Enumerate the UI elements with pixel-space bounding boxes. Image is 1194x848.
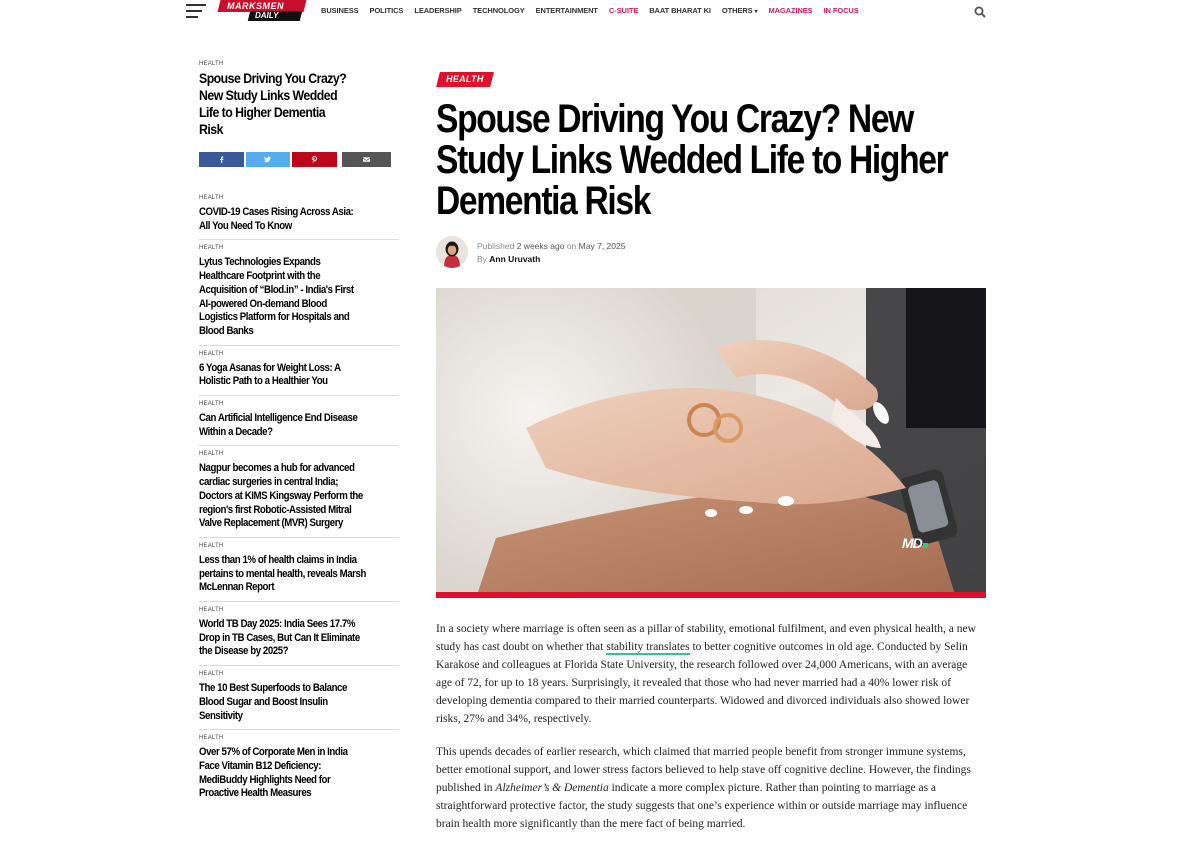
watermark-logo: MD xyxy=(902,535,928,551)
paragraph: In a society where marriage is often seen as a pillar of stability, emotional fulfilment, and even physical health, a new study has cast doubt on whether that stability translates to better cognitive outcomes in old age. Conducted by Selin Karakose and colleagues at Florida State University, the research followed over 24,000 Americans, with an average age of 72, for up to 18 years. Surprisingly, it revealed that those who had never married had a 40% lower risk of developing dementia compared to their married counterparts. Widowed and divorced individuals also showed lower risks, 27% and 34%, respectively. xyxy=(436,623,976,726)
logo-text-bottom: DAILY xyxy=(255,11,279,20)
twitter-share-button[interactable] xyxy=(246,152,291,167)
category-badge[interactable] xyxy=(436,72,493,87)
sidebar-list-item[interactable] xyxy=(199,538,399,602)
category-label: HEALTH xyxy=(199,401,224,408)
nav-technology[interactable]: TECHNOLOGY xyxy=(472,6,525,15)
sidebar-item-title[interactable]: Less than 1% of health claims in India pertains to mental health, reveals Marsh McLennan Report xyxy=(199,553,366,594)
journal-name: Alzheimer’s & Dementia xyxy=(495,781,609,794)
category-label: HEALTH xyxy=(199,195,224,201)
pinterest-share-button[interactable] xyxy=(292,152,337,167)
publish-date: May 7, 2025 xyxy=(578,241,626,251)
sidebar-list xyxy=(199,195,399,807)
nav-entertainment[interactable]: ENTERTAINMENT xyxy=(535,6,598,15)
category-badge-label: HEALTH xyxy=(446,74,484,84)
sidebar xyxy=(199,61,399,807)
sidebar-list-item[interactable] xyxy=(199,346,399,396)
publish-info: Published 2 weeks ago on May 7, 2025 xyxy=(477,241,626,251)
sidebar-list-item[interactable] xyxy=(199,240,399,345)
search-icon[interactable] xyxy=(974,6,986,18)
article-body xyxy=(436,620,986,833)
category-label: HEALTH xyxy=(199,350,224,357)
category-label: HEALTH xyxy=(199,735,224,742)
nav-magazines[interactable]: MAGAZINES xyxy=(768,6,813,15)
sidebar-item-title[interactable]: Lytus Technologies Expands Healthcare Footprint with the Acquisition of “Blod.in” - India's First AI-powered On-demand Blood Logistics Platform for Hospitals and Blood Banks xyxy=(199,256,354,337)
author-line: By Ann Uruvath xyxy=(477,254,541,264)
sidebar-list-item[interactable] xyxy=(199,666,399,730)
author-avatar[interactable] xyxy=(436,236,468,268)
chevron-down-icon: ▾ xyxy=(754,9,758,15)
category-label: HEALTH xyxy=(199,542,224,549)
nav-leadership[interactable]: LEADERSHIP xyxy=(414,6,462,15)
nav-business[interactable]: BUSINESS xyxy=(321,6,359,15)
nav-others-label: OTHERS xyxy=(721,6,753,15)
sidebar-list-item[interactable] xyxy=(199,195,399,240)
nav-baat-bharat-ki[interactable]: BAAT BHARAT KI xyxy=(649,6,711,15)
published-ago: 2 weeks ago xyxy=(516,241,565,251)
twitter-icon xyxy=(264,156,271,163)
menu-icon[interactable] xyxy=(186,4,206,20)
sidebar-item-title[interactable]: 6 Yoga Asanas for Weight Loss: A Holistic Path to a Healthier You xyxy=(199,361,341,388)
sidebar-list-item[interactable] xyxy=(199,446,399,538)
sidebar-item-title[interactable]: COVID-19 Cases Rising Across Asia: All You Need To Know xyxy=(199,206,354,232)
sidebar-item-title[interactable]: Can Artificial Intelligence End Disease Within a Decade? xyxy=(199,412,358,438)
nav-in-focus[interactable]: IN FOCUS xyxy=(823,6,859,15)
email-share-button[interactable] xyxy=(342,152,391,167)
facebook-icon xyxy=(218,156,225,163)
article-headline: Spouse Driving You Crazy? New Study Links Wedded Life to Higher Dementia Risk xyxy=(436,97,948,223)
logo-text-top: MARKSMEN xyxy=(227,1,284,11)
facebook-share-button[interactable] xyxy=(199,152,244,167)
site-logo[interactable] xyxy=(219,0,305,22)
category-label: HEALTH xyxy=(199,607,224,614)
category-label: HEALTH xyxy=(199,671,224,678)
byline xyxy=(436,236,986,268)
category-label: HEALTH xyxy=(199,451,224,458)
sidebar-featured-title[interactable]: Spouse Driving You Crazy? New Study Links Wedded Life to Higher Dementia Risk xyxy=(199,70,347,137)
envelope-icon xyxy=(363,156,370,163)
top-navigation xyxy=(0,0,1194,24)
author-link[interactable]: Ann Uruvath xyxy=(489,254,541,264)
nav-links xyxy=(321,6,870,15)
sidebar-item-title[interactable]: Nagpur becomes a hub for advanced cardiac surgeries in central India; Doctors at KIMS Kingsway Perform the region's first Robotic-Assisted Mitral Valve Replacement (MVR) Surgery xyxy=(199,462,363,530)
article xyxy=(436,69,986,847)
paragraph: This upends decades of earlier research, which claimed that married people benefit from stronger immune systems, better emotional support, and lower stress factors believed to help stave off cognitive decline. However, the findings published in Alzheimer’s & Dementia indicate a more complex picture. Rather than pointing to marriage as a straightforward protective factor, the study suggests that one’s experience within or outside marriage may influence brain health more significantly than the mere fact of being married. xyxy=(436,745,971,830)
sidebar-list-item[interactable] xyxy=(199,396,399,446)
stability-translates-link[interactable]: stability translates xyxy=(606,641,690,654)
sidebar-list-item[interactable] xyxy=(199,602,399,666)
sidebar-list-item[interactable] xyxy=(199,730,399,807)
hero-image xyxy=(436,288,986,598)
sidebar-item-title[interactable]: World TB Day 2025: India Sees 17.7% Drop in TB Cases, But Can It Eliminate the Disease by 2025? xyxy=(199,618,360,658)
nav-c-suite[interactable]: C-SUITE xyxy=(608,6,639,15)
category-label: HEALTH xyxy=(199,245,224,252)
nav-politics[interactable]: POLITICS xyxy=(369,6,404,15)
pinterest-icon xyxy=(311,156,318,163)
nav-others[interactable] xyxy=(722,6,758,15)
hero-accent-bar xyxy=(436,592,986,598)
sidebar-featured[interactable] xyxy=(199,61,399,138)
sidebar-item-title[interactable]: The 10 Best Superfoods to Balance Blood Sugar and Boost Insulin Sensitivity xyxy=(199,682,347,722)
category-label: HEALTH xyxy=(199,61,224,67)
share-buttons xyxy=(199,152,399,167)
sidebar-item-title[interactable]: Over 57% of Corporate Men in India Face Vitamin B12 Deficiency: MediBuddy Highlights Need for Proactive Health Measures xyxy=(199,746,348,800)
